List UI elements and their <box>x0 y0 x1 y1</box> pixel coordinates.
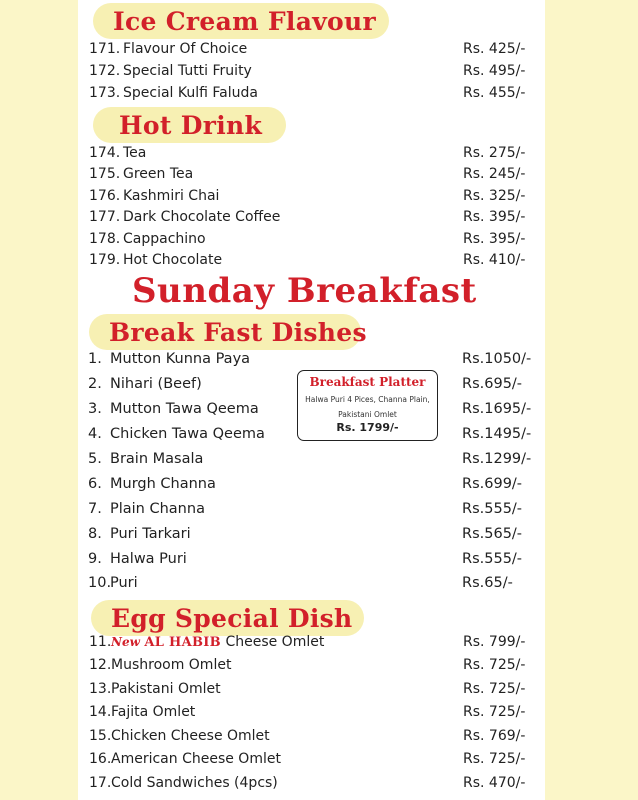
section-title-breakfast: Break Fast Dishes <box>109 318 367 347</box>
item-price: Rs. 769/- <box>463 728 526 744</box>
item-name: Special Kulfi Faluda <box>123 85 258 101</box>
item-number: 11. <box>89 634 112 650</box>
item-price: Rs. 455/- <box>463 85 526 101</box>
item-number: 1. <box>88 351 102 367</box>
item-price: Rs. 395/- <box>463 209 526 225</box>
item-number: 5. <box>88 451 102 467</box>
item-number: 2. <box>88 376 102 392</box>
platter-price: Rs. 1799/- <box>336 421 399 434</box>
item-name: Fajita Omlet <box>111 704 196 720</box>
item-name: Pakistani Omlet <box>111 681 221 697</box>
item-price: Rs. 395/- <box>463 231 526 247</box>
section-title-hot-drink: Hot Drink <box>119 111 263 140</box>
item-name: Kashmiri Chai <box>123 188 220 204</box>
item-number: 4. <box>88 426 102 442</box>
item-number: 177. <box>89 209 121 225</box>
item-price: Rs.1695/- <box>462 401 532 417</box>
platter-title: Breakfast Platter <box>309 375 426 389</box>
item-price: Rs. 725/- <box>463 751 526 767</box>
item-name: Chicken Cheese Omlet <box>111 728 270 744</box>
item-name: Cappachino <box>123 231 206 247</box>
item-number: 13. <box>89 681 112 697</box>
brand-name: AL HABIB <box>144 635 221 650</box>
item-name: Puri <box>110 575 138 591</box>
section-title-egg: Egg Special Dish <box>111 604 353 633</box>
item-name: Cold Sandwiches (4pcs) <box>111 775 278 791</box>
item-number: 14. <box>89 704 112 720</box>
breakfast-platter-box <box>297 370 438 441</box>
item-price: Rs.1299/- <box>462 451 532 467</box>
item-number: 174. <box>89 145 121 161</box>
item-number: 172. <box>89 63 121 79</box>
platter-description <box>298 392 437 422</box>
item-number: 16. <box>89 751 112 767</box>
platter-desc-line: Halwa Puri 4 Pices, Channa Plain, <box>305 395 430 404</box>
item-name: Murgh Channa <box>110 476 216 492</box>
item-name: Brain Masala <box>110 451 204 467</box>
item-price: Rs.1050/- <box>462 351 532 367</box>
item-price: Rs.565/- <box>462 526 523 542</box>
item-price: Rs.65/- <box>462 575 513 591</box>
item-name: Flavour Of Choice <box>123 41 248 57</box>
item-price: Rs. 410/- <box>463 252 526 268</box>
item-name-text: Cheese Omlet <box>225 634 325 650</box>
platter-desc-line: Pakistani Omlet <box>338 410 397 419</box>
item-number: 8. <box>88 526 102 542</box>
item-name: Chicken Tawa Qeema <box>110 426 265 442</box>
item-price: Rs.695/- <box>462 376 523 392</box>
item-number: 171. <box>89 41 121 57</box>
item-name: Mushroom Omlet <box>111 657 232 673</box>
item-number: 6. <box>88 476 102 492</box>
item-price: Rs. 325/- <box>463 188 526 204</box>
item-number: 15. <box>89 728 112 744</box>
item-name: American Cheese Omlet <box>111 751 281 767</box>
item-name: Mutton Tawa Qeema <box>110 401 259 417</box>
item-name: Nihari (Beef) <box>110 376 202 392</box>
item-price: Rs.555/- <box>462 551 523 567</box>
item-number: 17. <box>89 775 112 791</box>
page-title-sunday-breakfast: Sunday Breakfast <box>132 271 477 311</box>
item-number: 175. <box>89 166 121 182</box>
item-price: Rs. 725/- <box>463 657 526 673</box>
new-badge: New <box>111 635 140 649</box>
item-price: Rs. 799/- <box>463 634 526 650</box>
item-price: Rs. 470/- <box>463 775 526 791</box>
item-price: Rs.699/- <box>462 476 523 492</box>
item-name <box>111 634 324 650</box>
item-price: Rs. 495/- <box>463 63 526 79</box>
item-name: Green Tea <box>123 166 194 182</box>
item-number: 7. <box>88 501 102 517</box>
item-name: Plain Channa <box>110 501 205 517</box>
item-name: Dark Chocolate Coffee <box>123 209 281 225</box>
item-number: 176. <box>89 188 121 204</box>
item-price: Rs. 725/- <box>463 681 526 697</box>
item-name: Mutton Kunna Paya <box>110 351 251 367</box>
item-number: 178. <box>89 231 121 247</box>
item-price: Rs.555/- <box>462 501 523 517</box>
item-price: Rs. 275/- <box>463 145 526 161</box>
item-name: Puri Tarkari <box>110 526 191 542</box>
section-title-ice-cream: Ice Cream Flavour <box>113 7 376 36</box>
item-price: Rs. 425/- <box>463 41 526 57</box>
item-price: Rs. 725/- <box>463 704 526 720</box>
item-number: 3. <box>88 401 102 417</box>
item-number: 12. <box>89 657 112 673</box>
item-number: 179. <box>89 252 121 268</box>
item-name: Hot Chocolate <box>123 252 223 268</box>
item-name: Special Tutti Fruity <box>123 63 252 79</box>
item-name: Tea <box>123 145 147 161</box>
item-price: Rs.1495/- <box>462 426 532 442</box>
item-number: 10. <box>88 575 112 591</box>
item-name: Halwa Puri <box>110 551 187 567</box>
item-price: Rs. 245/- <box>463 166 526 182</box>
item-number: 9. <box>88 551 102 567</box>
item-number: 173. <box>89 85 121 101</box>
